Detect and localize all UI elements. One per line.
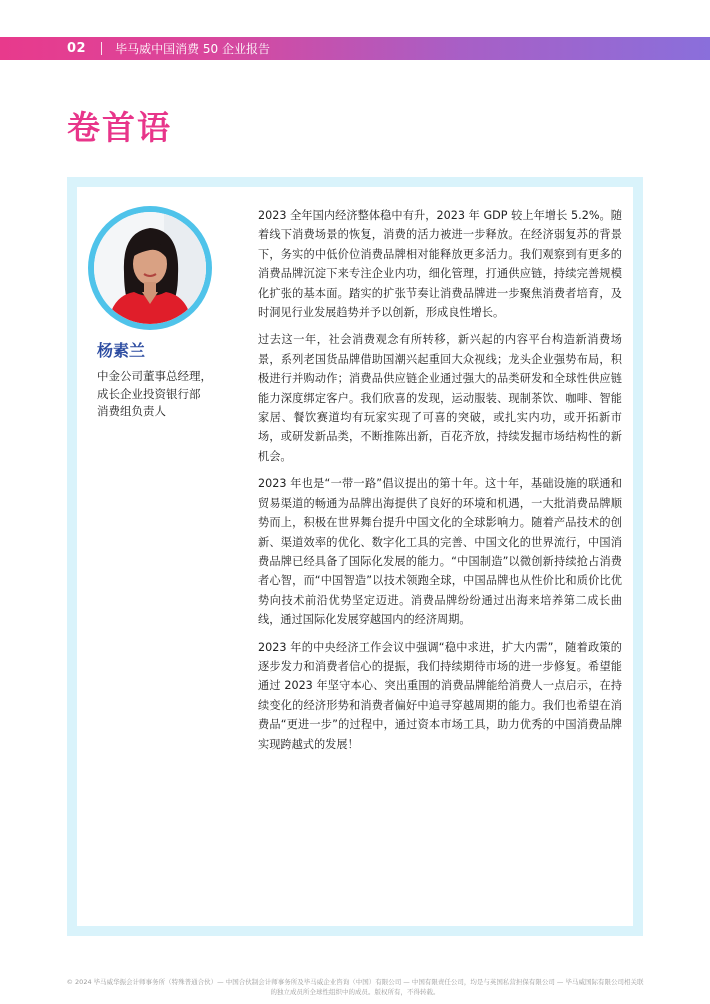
footer-line: © 2024 毕马威华振会计师事务所（特殊普通合伙）— 中国合伙制会计师事务所及毕马威企业咨询（中国）有限公司 — 中国有限责任公司，均是与英国私营担保有限公司 — 毕马威国际有限公司相关联	[66, 978, 644, 986]
header-bar	[0, 37, 710, 60]
page-number: 02	[67, 41, 87, 56]
author-role	[97, 368, 237, 421]
header-divider	[101, 42, 102, 55]
paragraph: 2023 年的中央经济工作会议中强调“稳中求进，扩大内需”，随着政策的逐步发力和消费者信心的提振，我们持续期待市场的进一步修复。希望能通过 2023 年坚守本心、突出重围的消费品牌能给消费人一点启示，在持续变化的经济形势和消费者偏好中追寻穿越周期的能力。我们也希望在消费品“更进一步”的过程中，通过资本市场工具，助力优秀的中国消费品牌实现跨越式的发展！	[258, 640, 622, 751]
author-role-line: 中金公司董事总经理，	[97, 369, 212, 383]
avatar-ring	[88, 206, 212, 330]
page-title: 卷首语	[67, 108, 172, 147]
footer-line: 的独立成员所全球性组织中的成员。版权所有，不得转载。	[270, 988, 440, 996]
author-role-line: 消费组负责人	[97, 404, 166, 418]
copyright-footer	[0, 977, 710, 997]
author-role-line: 成长企业投资银行部	[97, 386, 201, 401]
foreword-body	[258, 206, 622, 762]
paragraph: 过去这一年，社会消费观念有所转移，新兴起的内容平台构造新消费场景，系列老国货品牌借助国潮兴起重回大众视线；龙头企业强势布局，积极进行并购动作；消费品供应链企业通过强大的品类研发和全球性供应链能力深度绑定客户。我们欣喜的发现，运动服装、现制茶饮、咖啡、智能家居、餐饮赛道均有玩家实现了可喜的突破，或扎实内功，或开拓新市场，或研发新品类，不断推陈出新，百花齐放，持续发掘市场结构性的新机会。	[258, 333, 622, 463]
author-portrait	[94, 212, 206, 324]
portrait-illustration	[94, 212, 206, 324]
paragraph: 2023 全年国内经济整体稳中有升，2023 年 GDP 较上年增长 5.2%。随着线下消费场景的恢复，消费的活力被进一步释放。在经济弱复苏的背景下，务实的中低价位消费品牌相对能释放更多活力。我们观察到有更多的消费品牌沉淀下来专注企业内功，细化管理，打通供应链，持续完善规模化扩张的基本面。踏实的扩张节奏让消费品牌进一步聚焦消费者培育，及时洞见行业发展趋势并予以创新，形成良性增长。	[258, 209, 622, 320]
report-title: 毕马威中国消费 50 企业报告	[115, 42, 270, 56]
author-name: 杨素兰	[97, 341, 146, 360]
paragraph: 2023 年也是“一带一路”倡议提出的第十年。这十年，基础设施的联通和贸易渠道的畅通为品牌出海提供了良好的环境和机遇，一大批消费品牌顺势而上，积极在世界舞台提升中国文化的全球影响力。随着产品技术的创新、渠道效率的优化、数字化工具的完善、中国文化的世界流行，中国消费品牌已经具备了国际化发展的能力。“中国制造”以微创新持续抢占消费者心智，而“中国智造”以技术领跑全球，中国品牌也从性价比和质价比优势向技术前沿优势坚定迈进。消费品牌纷纷通过出海来培养第二成长曲线，通过国际化发展穿越国内的经济周期。	[258, 477, 622, 627]
